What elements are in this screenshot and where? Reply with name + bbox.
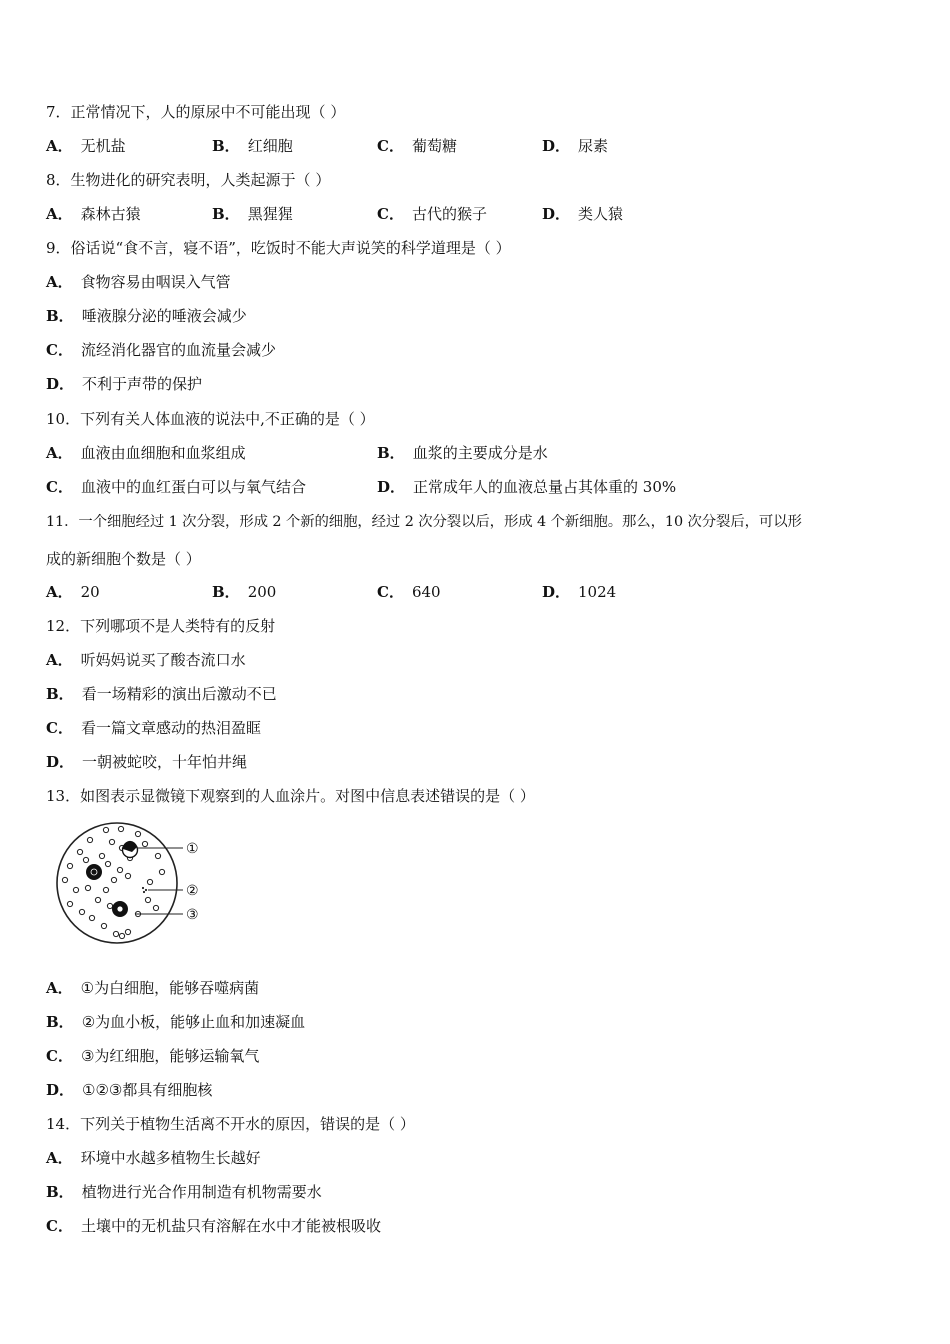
option-c[interactable]: C． 葡萄糖 <box>377 137 457 155</box>
option-d[interactable]: D． 类人猿 <box>542 205 624 223</box>
option-b[interactable]: B． 看一场精彩的演出后激动不已 <box>46 685 277 703</box>
option-a[interactable]: A． 听妈妈说买了酸杏流口水 <box>46 651 246 669</box>
option-b[interactable]: B． 红细胞 <box>212 137 293 155</box>
option-a[interactable]: A． 环境中水越多植物生长越好 <box>46 1149 261 1167</box>
option-d[interactable]: D． 1024 <box>542 583 617 601</box>
option-b[interactable]: B． 200 <box>212 583 277 601</box>
question-7-stem: 7．正常情况下，人的原尿中不可能出现（ ） <box>46 103 346 121</box>
option-d[interactable]: D． 尿素 <box>542 137 609 155</box>
option-b[interactable]: B． 唾液腺分泌的唾液会减少 <box>46 307 247 325</box>
figure-label-2: ② <box>186 883 199 899</box>
question-11-stem-line2: 成的新细胞个数是（ ） <box>46 550 201 568</box>
option-c[interactable]: C． 看一篇文章感动的热泪盈眶 <box>46 719 261 737</box>
option-a[interactable]: A． ①为白细胞，能够吞噬病菌 <box>46 979 260 997</box>
option-a[interactable]: A． 血液由血细胞和血浆组成 <box>46 444 246 462</box>
figure-label-3: ③ <box>186 907 199 923</box>
question-12-stem: 12．下列哪项不是人类特有的反射 <box>46 617 276 635</box>
question-9-stem: 9．俗话说“食不言，寝不语”，吃饭时不能大声说笑的科学道理是（ ） <box>46 239 511 257</box>
question-13-stem: 13．如图表示显微镜下观察到的人血涂片。对图中信息表述错误的是（ ） <box>46 787 535 805</box>
option-c[interactable]: C． 土壤中的无机盐只有溶解在水中才能被根吸收 <box>46 1217 381 1235</box>
option-d[interactable]: D． ①②③都具有细胞核 <box>46 1081 213 1099</box>
option-c[interactable]: C． 流经消化器官的血流量会减少 <box>46 341 276 359</box>
red-blood-cells <box>62 826 164 938</box>
option-d[interactable]: D． 正常成年人的血液总量占其体重的 30% <box>377 478 677 496</box>
option-c[interactable]: C． ③为红细胞，能够运输氧气 <box>46 1047 260 1065</box>
option-a[interactable]: A． 无机盐 <box>46 137 126 155</box>
figure-label-1: ① <box>186 841 199 857</box>
option-c[interactable]: C． 古代的猴子 <box>377 205 487 223</box>
option-d[interactable]: D． 一朝被蛇咬，十年怕井绳 <box>46 753 248 771</box>
option-b[interactable]: B． ②为血小板，能够止血和加速凝血 <box>46 1013 306 1031</box>
option-c[interactable]: C． 640 <box>377 583 441 601</box>
option-a[interactable]: A． 食物容易由咽误入气管 <box>46 273 231 291</box>
option-b[interactable]: B． 植物进行光合作用制造有机物需要水 <box>46 1183 322 1201</box>
platelets <box>142 887 147 893</box>
option-b[interactable]: B． 黑猩猩 <box>212 205 293 223</box>
question-14-stem: 14．下列关于植物生活离不开水的原因，错误的是（ ） <box>46 1115 415 1133</box>
blood-smear-figure <box>50 818 210 948</box>
question-11-stem-line1: 11．一个细胞经过 1 次分裂，形成 2 个新的细胞，经过 2 次分裂以后，形成 4 个新细胞。那么，10 次分裂后，可以形 <box>46 514 802 530</box>
option-d[interactable]: D． 不利于声带的保护 <box>46 375 203 393</box>
option-b[interactable]: B． 血浆的主要成分是水 <box>377 444 548 462</box>
option-c[interactable]: C． 血液中的血红蛋白可以与氧气结合 <box>46 478 306 496</box>
option-a[interactable]: A． 20 <box>46 583 100 601</box>
option-a[interactable]: A． 森林古猿 <box>46 205 141 223</box>
question-8-stem: 8．生物进化的研究表明，人类起源于（ ） <box>46 171 331 189</box>
question-10-stem: 10．下列有关人体血液的说法中,不正确的是（ ） <box>46 410 375 428</box>
